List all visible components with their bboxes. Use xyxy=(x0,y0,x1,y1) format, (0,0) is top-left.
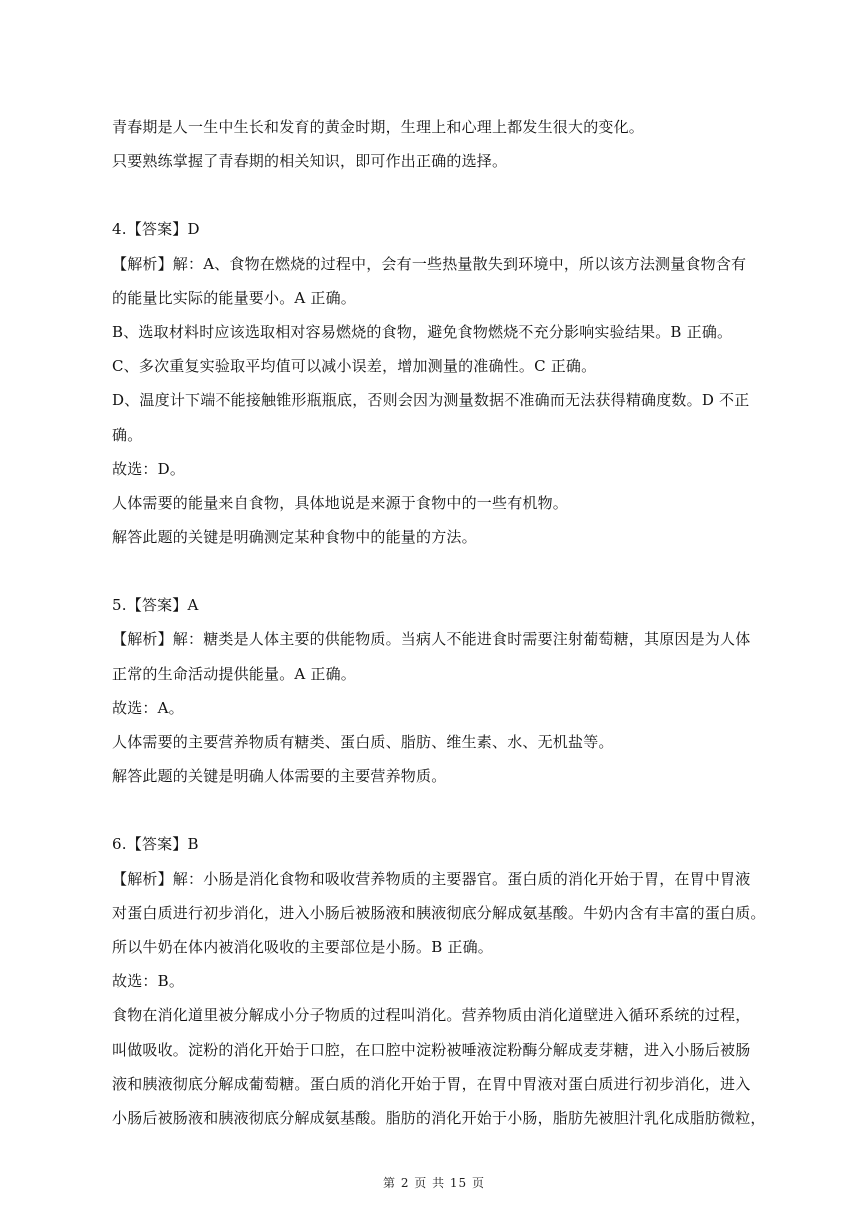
intro-line-1: 青春期是人一生中生长和发育的黄金时期，生理上和心理上都发生很大的变化。 xyxy=(112,118,645,136)
q4-analysis-line: 的能量比实际的能量要小。A 正确。 xyxy=(112,288,357,307)
q4-analysis-line: 确。 xyxy=(112,425,143,444)
q6-analysis-line: 对蛋白质进行初步消化，进入小肠后被肠液和胰液彻底分解成氨基酸。牛奶内含有丰富的蛋白质。 xyxy=(112,903,766,922)
q4-analysis-line: 解答此题的关键是明确测定某种食物中的能量的方法。 xyxy=(112,528,477,547)
q4-analysis-line: C、多次重复实验取平均值可以减小误差，增加测量的准确性。C 正确。 xyxy=(112,357,597,376)
q6-answer: 6.【答案】B xyxy=(112,835,199,854)
q4-answer: 4.【答案】D xyxy=(112,220,200,239)
q6-choice: 故选：B。 xyxy=(112,972,185,991)
q6-analysis-line: 小肠后被肠液和胰液彻底分解成氨基酸。脂肪的消化开始于小肠，脂肪先被胆汁乳化成脂肪微粒， xyxy=(112,1108,766,1127)
section-gap xyxy=(112,554,758,588)
q6-analysis-line: 叫做吸收。淀粉的消化开始于口腔，在口腔中淀粉被唾液淀粉酶分解成麦芽糖，进入小肠后被肠 xyxy=(112,1040,751,1059)
intro-line-2: 只要熟练掌握了青春期的相关知识，即可作出正确的选择。 xyxy=(112,152,508,171)
q4-choice: 故选：D。 xyxy=(112,459,186,478)
section-gap xyxy=(112,793,758,827)
page-content xyxy=(112,110,766,1135)
q5-analysis-line: 【解析】解：糖类是人体主要的供能物质。当病人不能进食时需要注射葡萄糖，其原因是为人体 xyxy=(112,630,751,649)
q4-analysis-line: 人体需要的能量来自食物，具体地说是来源于食物中的一些有机物。 xyxy=(112,493,569,512)
q6-analysis-line: 食物在消化道里被分解成小分子物质的过程叫消化。营养物质由消化道壁进入循环系统的过程， xyxy=(112,1006,751,1025)
q5-analysis-line: 解答此题的关键是明确人体需要的主要营养物质。 xyxy=(112,767,447,786)
q4-analysis-line: B、选取材料时应该选取相对容易燃烧的食物，避免食物燃烧不充分影响实验结果。B 正确。 xyxy=(112,322,733,341)
q4-analysis-line: D、温度计下端不能接触锥形瓶瓶底，否则会因为测量数据不准确而无法获得精确度数。D 不正 xyxy=(112,391,750,410)
q4-analysis-line: 【解析】解：A、食物在燃烧的过程中，会有一些热量散失到环境中，所以该方法测量食物含有 xyxy=(112,254,747,273)
q6-analysis-line: 【解析】解：小肠是消化食物和吸收营养物质的主要器官。蛋白质的消化开始于胃，在胃中胃液 xyxy=(112,869,751,888)
section-gap xyxy=(112,178,758,212)
q6-analysis-line: 液和胰液彻底分解成葡萄糖。蛋白质的消化开始于胃，在胃中胃液对蛋白质进行初步消化，进入 xyxy=(112,1074,751,1093)
q5-choice: 故选：A。 xyxy=(112,698,184,717)
q5-analysis-line: 正常的生命活动提供能量。A 正确。 xyxy=(112,664,357,683)
q5-answer: 5.【答案】A xyxy=(112,596,199,615)
q6-analysis-line: 所以牛奶在体内被消化吸收的主要部位是小肠。B 正确。 xyxy=(112,937,493,956)
q5-analysis-line: 人体需要的主要营养物质有糖类、蛋白质、脂肪、维生素、水、无机盐等。 xyxy=(112,733,614,751)
page-footer: 第 2 页 共 15 页 xyxy=(383,1176,485,1190)
